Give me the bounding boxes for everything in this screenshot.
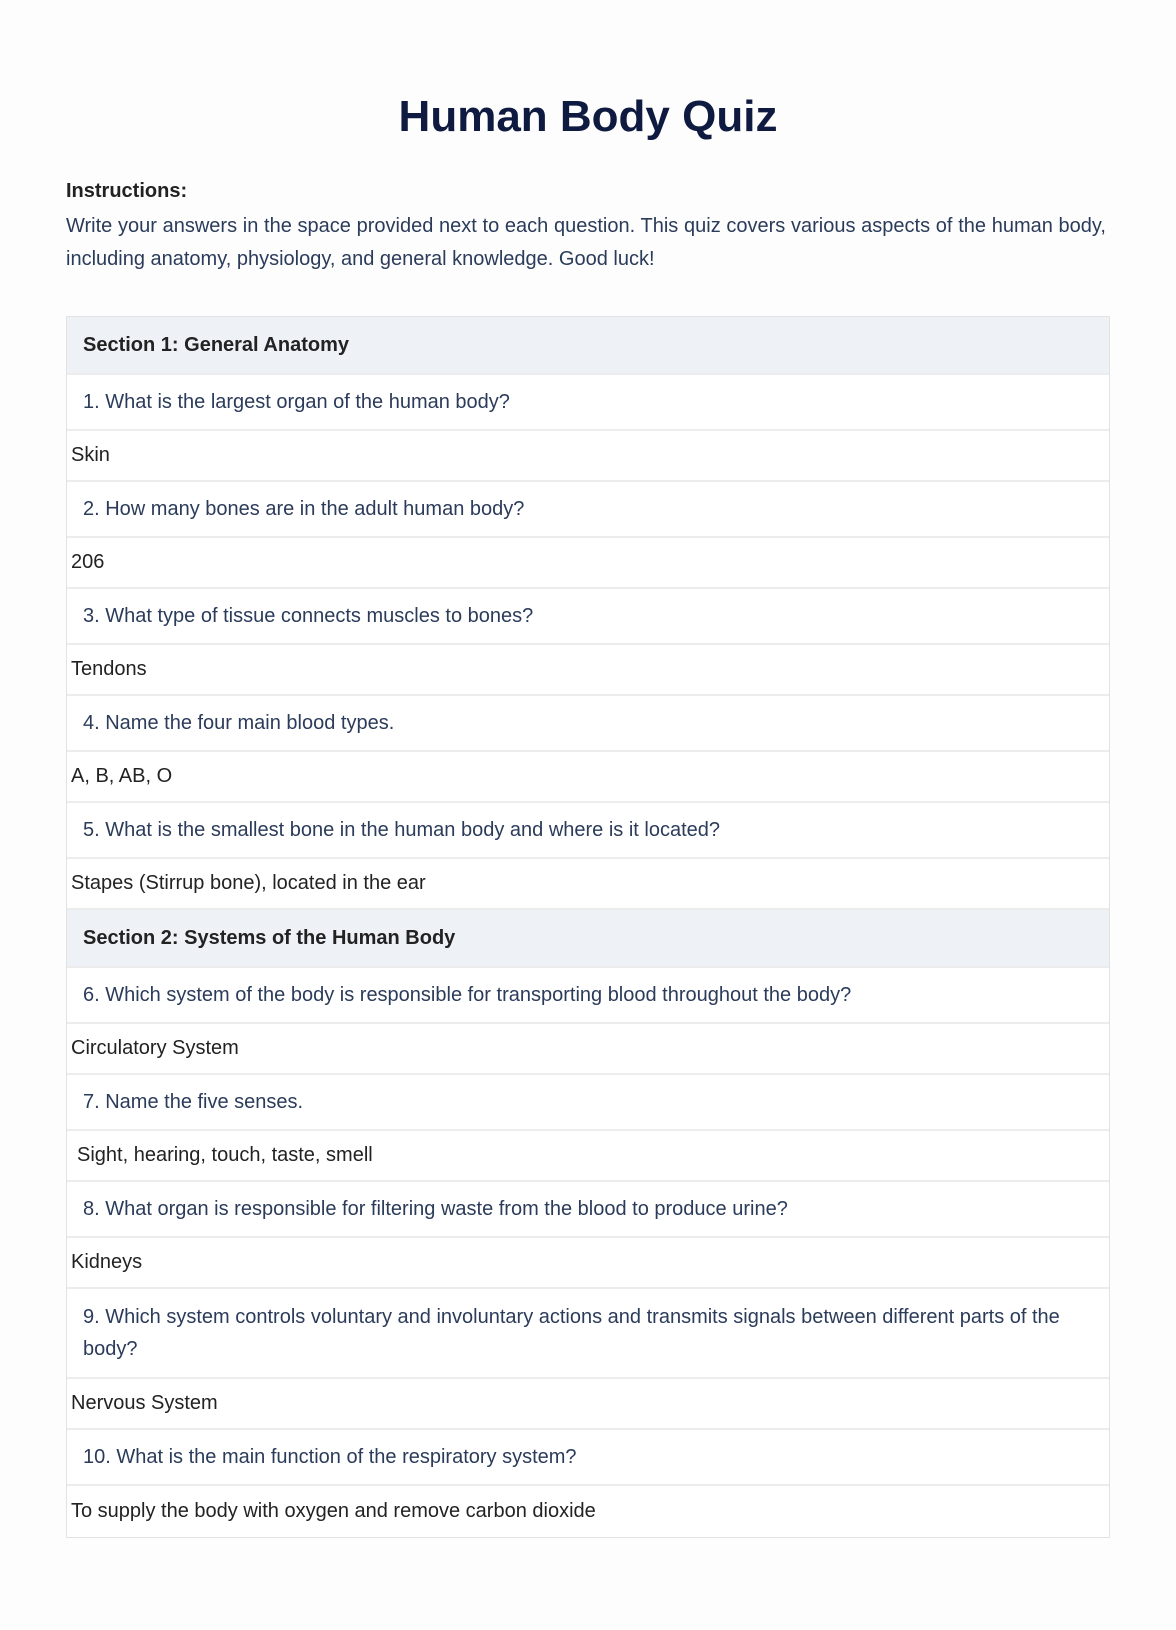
instructions-text: Write your answers in the space provided next to each question. This quiz covers various aspects of the human body, including anatomy, physiology, and general knowledge. Good luck! <box>66 215 1106 270</box>
answer-field[interactable]: Kidneys <box>67 1238 1109 1289</box>
question: 2. How many bones are in the adult human body? <box>67 482 1109 538</box>
question: 1. What is the largest organ of the human body? <box>67 375 1109 431</box>
answer-field[interactable]: Tendons <box>67 645 1109 696</box>
question: 5. What is the smallest bone in the human body and where is it located? <box>67 803 1109 859</box>
page-title: Human Body Quiz <box>398 92 778 141</box>
answer-field[interactable]: Sight, hearing, touch, taste, smell <box>67 1131 1109 1182</box>
quiz-table <box>66 316 1110 1538</box>
instructions-label: Instructions: <box>66 180 188 202</box>
question: 6. Which system of the body is responsible for transporting blood throughout the body? <box>67 968 1109 1024</box>
answer-field[interactable]: To supply the body with oxygen and remove carbon dioxide <box>67 1486 1109 1537</box>
question: 3. What type of tissue connects muscles to bones? <box>67 589 1109 645</box>
question: 9. Which system controls voluntary and involuntary actions and transmits signals between different parts of the body? <box>67 1289 1109 1379</box>
answer-field[interactable]: Skin <box>67 431 1109 482</box>
question: 4. Name the four main blood types. <box>67 696 1109 752</box>
answer-field[interactable]: Nervous System <box>67 1379 1109 1430</box>
section-heading: Section 2: Systems of the Human Body <box>67 910 1109 968</box>
question: 7. Name the five senses. <box>67 1075 1109 1131</box>
answer-field[interactable]: 206 <box>67 538 1109 589</box>
question: 8. What organ is responsible for filtering waste from the blood to produce urine? <box>67 1182 1109 1238</box>
answer-field[interactable]: Circulatory System <box>67 1024 1109 1075</box>
answer-field[interactable]: A, B, AB, O <box>67 752 1109 803</box>
answer-field[interactable]: Stapes (Stirrup bone), located in the ear <box>67 859 1109 910</box>
question: 10. What is the main function of the respiratory system? <box>67 1430 1109 1486</box>
section-heading: Section 1: General Anatomy <box>67 317 1109 375</box>
